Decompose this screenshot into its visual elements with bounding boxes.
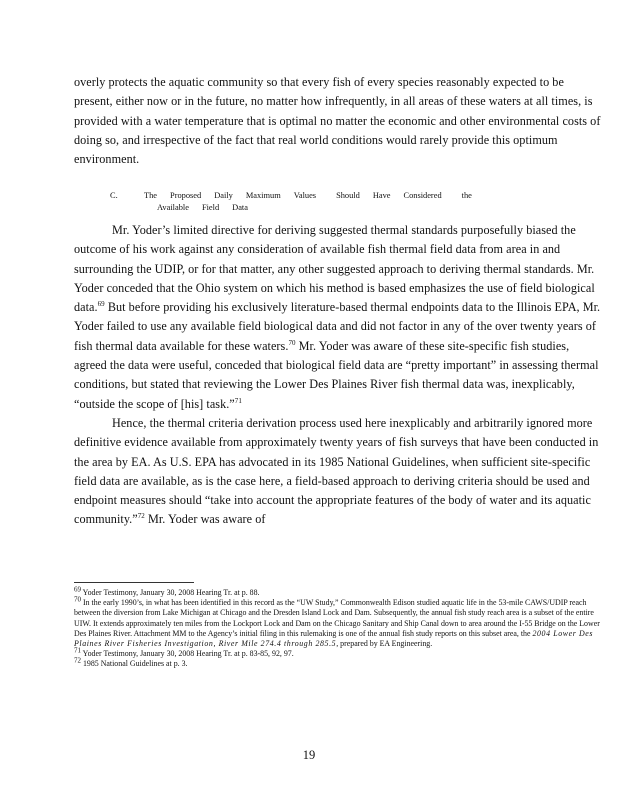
- heading-word: Should: [336, 191, 360, 200]
- footnote-69: $^{69}$ Yoder Testimony, January 30, 2008 Hearing Tr. at p. 88.: [74, 585, 260, 597]
- heading-word: Available: [157, 203, 189, 212]
- footnote-ref[interactable]: 71: [234, 396, 242, 405]
- footnote-ref[interactable]: 70: [288, 338, 296, 347]
- heading-word: Daily: [214, 191, 233, 200]
- footnote-ref[interactable]: 72: [137, 512, 145, 521]
- heading-word: Field: [201, 203, 220, 212]
- body-block-main: [74, 221, 604, 530]
- page-number: 19: [302, 748, 316, 762]
- heading-word: the: [461, 191, 472, 200]
- section-heading-words: [110, 191, 485, 212]
- footnotes: [74, 585, 604, 670]
- paragraph-criteria-derivation: Hence, the thermal criteria derivation process used here inexplicably and arbitrarily ignored more definitive evidence available from approximately twenty years of fish surveys that have been conducted in the area by EA. As U.S. EPA has advocated in its 1985 National Guidelines, when sufficient site-specific field data are available, as is the case here, a field-based approach to deriving criteria should be used and endpoint measures should “take into account the appropriate features of the body of water and its aquatic community.”$^{72}$ Mr. Yoder was aware of: [74, 415, 599, 527]
- heading-word: Maximum: [245, 191, 281, 200]
- section-heading: [110, 190, 530, 214]
- report-title: 2004 Lower Des Plaines River Fisheries Investigation, River Mile 274.4 through 285.5: [74, 628, 594, 649]
- section-letter: C.: [110, 191, 118, 200]
- heading-word: Data: [232, 203, 248, 212]
- heading-word: ed: [433, 191, 442, 200]
- footnote-ref[interactable]: 69: [97, 300, 105, 309]
- paragraph-continuation: overly protects the aquatic community so that every fish of every species reasonably expected to be present, either now or in the future, no matter how infrequently, in all areas of these waters at all times, is provided with a water temperature that is optimal no matter the economic and other environmental costs of doing so, and irrespective of the fact that real world conditions would rarely provide this optimum environment.: [74, 75, 601, 167]
- heading-word: Proposed: [170, 191, 202, 200]
- footnote-71: $^{71}$ Yoder Testimony, January 30, 2008 Hearing Tr. at p. 83-85, 92, 97.: [74, 646, 294, 659]
- heading-word: Values: [293, 191, 317, 200]
- body-block-top: [74, 73, 604, 169]
- footnote-70: $^{70}$ In the early 1990’s, in what has been identified in this record as the “UW Study,” Commonwealth Edison studied aquatic life in the 53-mile CAWS/UDIP reach between the diversion from Lake Michigan at Chicago and the Dresden Island Lock and Dam. Subsequently, the annual fish study reach area is a subset of the entire UIW. It extends approximately ten miles from the Lockport Lock and Dam on the Chicago Sanitary and Ship Canal down to area around the I-55 Bridge on the Lower Des Plaines River. Attachment MM to the Agency’s initial filing in this rulemaking is one of the annual fish study reports on this subset area, the 2004 Lower Des Plaines River Fisheries Investigation, River Mile 274.4 through 285.5, prepared by EA Engineering.: [74, 595, 600, 649]
- footnote-72: $^{72}$ 1985 National Guidelines at p. 3.: [74, 656, 188, 669]
- footnote-divider: [74, 582, 194, 583]
- heading-word: Have: [372, 191, 391, 200]
- heading-word: The: [144, 191, 158, 200]
- heading-word: Consider: [403, 191, 434, 200]
- paragraph-yoder-directive: Mr. Yoder’s limited directive for deriving suggested thermal standards purposefully biased the outcome of his work against any consideration of available fish thermal field data from area in and surrounding the UDIP, or for that matter, any other suggested approach to deriving thermal standards. Mr. Yoder conceded that the Ohio system on which his method is based emphasizes the use of field biological data.$^{69}$ But before providing his exclusively literature-based thermal endpoints data to the Illinois EPA, Mr. Yoder failed to use any available field biological data and did not factor in any of the over twenty years of fish thermal data available for these waters.$^{70}$ Mr. Yoder was aware of these site-specific fish studies, agreed the data were useful, conceded that biological field data are “pretty important” in assessing thermal conditions, but stated that reviewing the Lower Des Plaines River fish thermal data was, inexplicably, “outside the scope of [his] task.”$^{71}$: [74, 223, 601, 411]
